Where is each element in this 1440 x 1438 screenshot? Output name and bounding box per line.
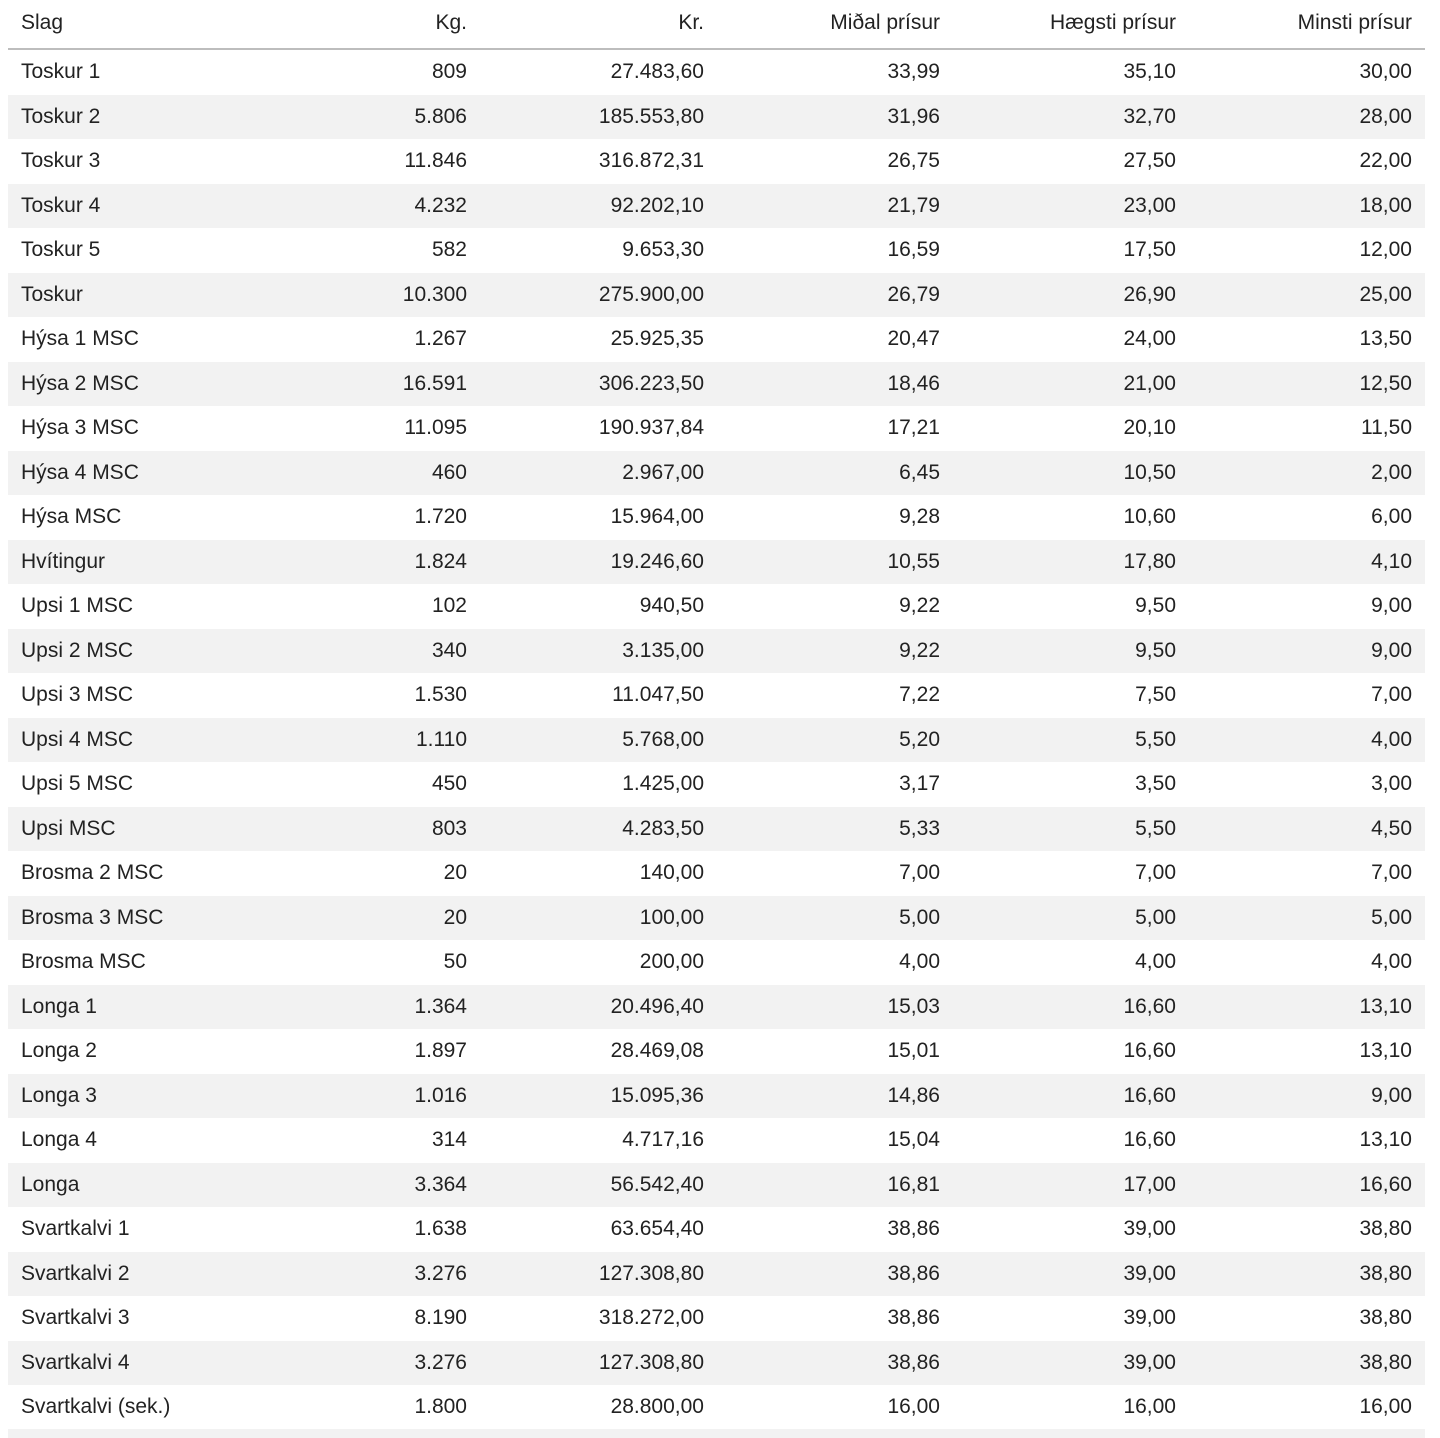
cell-highest-price: 7,00: [953, 851, 1189, 896]
table-row: [8, 1074, 1425, 1119]
cell-lowest-price: 3,00: [1189, 762, 1425, 807]
cell-lowest-price: 22,00: [1189, 139, 1425, 184]
cell-kr: 127.308,80: [480, 1252, 717, 1297]
table-row: [8, 362, 1425, 407]
cell-lowest-price: 25,00: [1189, 273, 1425, 318]
cell-kr: 9.653,30: [480, 228, 717, 273]
cell-kg: 10.300: [244, 273, 480, 318]
cell-kg: 50: [244, 940, 480, 985]
cell-highest-price: 5,00: [953, 896, 1189, 941]
cell-species: Upsi 3 MSC: [8, 673, 244, 718]
cell-kr: 100,00: [480, 896, 717, 941]
cell-kr: 3.135,00: [480, 629, 717, 674]
cell-highest-price: 10,60: [953, 495, 1189, 540]
cell-highest-price: 27,50: [953, 139, 1189, 184]
table-row: [8, 629, 1425, 674]
cell-highest-price: 16,00: [953, 1385, 1189, 1430]
table-row: [8, 807, 1425, 852]
column-header-average-price[interactable]: Miðal prísur: [717, 0, 953, 49]
cell-highest-price: 17,80: [953, 540, 1189, 585]
cell-kg: 1.530: [244, 673, 480, 718]
cell-average-price: 21,79: [717, 184, 953, 229]
cell-highest-price: 35,10: [953, 49, 1189, 95]
cell-kg: 1.110: [244, 718, 480, 763]
cell-highest-price: 39,00: [953, 1252, 1189, 1297]
cell-average-price: 38,86: [717, 1252, 953, 1297]
cell-species: Toskur 2: [8, 95, 244, 140]
cell-kg: 11.846: [244, 139, 480, 184]
cell-average-price: 10,55: [717, 540, 953, 585]
cell-lowest-price: 13,10: [1189, 1118, 1425, 1163]
table-row: [8, 940, 1425, 985]
cell-lowest-price: 4,00: [1189, 940, 1425, 985]
cell-kr: 63.654,40: [480, 1207, 717, 1252]
cell-lowest-price: 4,50: [1189, 807, 1425, 852]
table-row: [8, 1029, 1425, 1074]
cell-species: Longa 2: [8, 1029, 244, 1074]
cell-lowest-price: 13,10: [1189, 985, 1425, 1030]
cell-species: Upsi MSC: [8, 807, 244, 852]
cell-highest-price: 17,00: [953, 1163, 1189, 1208]
table-row: [8, 896, 1425, 941]
cell-kr: 316.872,31: [480, 139, 717, 184]
cell-kr: 56.542,40: [480, 1163, 717, 1208]
cell-species: Upsi 5 MSC: [8, 762, 244, 807]
cell-average-price: 3,17: [717, 762, 953, 807]
cell-kg: 5.806: [244, 95, 480, 140]
cell-highest-price: 23,00: [953, 184, 1189, 229]
table-row: [8, 1118, 1425, 1163]
cell-kr: 11.047,50: [480, 673, 717, 718]
cell-species: Toskur 4: [8, 184, 244, 229]
cell-kg: 1.720: [244, 495, 480, 540]
cell-lowest-price: 2,00: [1189, 451, 1425, 496]
cell-species: Toskur: [8, 273, 244, 318]
cell-average-price: 16,81: [717, 1163, 953, 1208]
cell-average-price: 31,96: [717, 95, 953, 140]
cell-highest-price: 39,00: [953, 1207, 1189, 1252]
cell-kg: 20: [244, 851, 480, 896]
table-row: [8, 985, 1425, 1030]
cell-highest-price: 32,70: [953, 95, 1189, 140]
cell-average-price: 16,59: [717, 228, 953, 273]
column-header-kr[interactable]: Kr.: [480, 0, 717, 49]
cell-kr: 15.964,00: [480, 495, 717, 540]
cell-kr: 15.095,36: [480, 1074, 717, 1119]
cell-lowest-price: 7,00: [1189, 851, 1425, 896]
cell-kg: 11.095: [244, 406, 480, 451]
cell-highest-price: 21,00: [953, 362, 1189, 407]
cell-kg: 803: [244, 807, 480, 852]
cell-kr: 185.553,80: [480, 95, 717, 140]
table-row: [8, 673, 1425, 718]
next-row-stripe: [8, 1429, 1425, 1438]
cell-kg: 3.276: [244, 1341, 480, 1386]
cell-highest-price: 39,00: [953, 1296, 1189, 1341]
cell-average-price: 38,86: [717, 1207, 953, 1252]
cell-average-price: 4,00: [717, 940, 953, 985]
cell-lowest-price: 38,80: [1189, 1252, 1425, 1297]
cell-average-price: 9,22: [717, 584, 953, 629]
cell-kr: 5.768,00: [480, 718, 717, 763]
cell-kg: 102: [244, 584, 480, 629]
cell-kg: 1.824: [244, 540, 480, 585]
price-table-container: [8, 0, 1425, 1430]
cell-average-price: 14,86: [717, 1074, 953, 1119]
cell-kr: 275.900,00: [480, 273, 717, 318]
cell-kr: 27.483,60: [480, 49, 717, 95]
cell-kg: 1.364: [244, 985, 480, 1030]
cell-lowest-price: 5,00: [1189, 896, 1425, 941]
cell-kg: 460: [244, 451, 480, 496]
cell-species: Upsi 1 MSC: [8, 584, 244, 629]
cell-kg: 1.800: [244, 1385, 480, 1430]
cell-average-price: 15,03: [717, 985, 953, 1030]
cell-highest-price: 24,00: [953, 317, 1189, 362]
cell-highest-price: 17,50: [953, 228, 1189, 273]
cell-lowest-price: 18,00: [1189, 184, 1425, 229]
cell-species: Hýsa 4 MSC: [8, 451, 244, 496]
cell-average-price: 5,00: [717, 896, 953, 941]
cell-species: Svartkalvi (sek.): [8, 1385, 244, 1430]
cell-highest-price: 10,50: [953, 451, 1189, 496]
cell-kg: 450: [244, 762, 480, 807]
table-row: [8, 718, 1425, 763]
table-row: [8, 95, 1425, 140]
cell-kr: 190.937,84: [480, 406, 717, 451]
cell-average-price: 26,75: [717, 139, 953, 184]
cell-highest-price: 7,50: [953, 673, 1189, 718]
cell-kr: 306.223,50: [480, 362, 717, 407]
table-row: [8, 451, 1425, 496]
cell-kg: 314: [244, 1118, 480, 1163]
cell-kr: 940,50: [480, 584, 717, 629]
table-row: [8, 49, 1425, 95]
cell-average-price: 18,46: [717, 362, 953, 407]
table-row: [8, 317, 1425, 362]
cell-average-price: 33,99: [717, 49, 953, 95]
cell-species: Longa 3: [8, 1074, 244, 1119]
table-row: [8, 1385, 1425, 1430]
cell-highest-price: 3,50: [953, 762, 1189, 807]
cell-highest-price: 26,90: [953, 273, 1189, 318]
cell-lowest-price: 9,00: [1189, 629, 1425, 674]
cell-species: Svartkalvi 2: [8, 1252, 244, 1297]
table-row: [8, 540, 1425, 585]
cell-highest-price: 39,00: [953, 1341, 1189, 1386]
cell-kr: 200,00: [480, 940, 717, 985]
cell-lowest-price: 38,80: [1189, 1341, 1425, 1386]
cell-kr: 92.202,10: [480, 184, 717, 229]
table-row: [8, 1296, 1425, 1341]
table-row: [8, 1163, 1425, 1208]
cell-kg: 20: [244, 896, 480, 941]
cell-kg: 16.591: [244, 362, 480, 407]
cell-kg: 3.276: [244, 1252, 480, 1297]
table-header-row: [8, 0, 1425, 49]
cell-kr: 127.308,80: [480, 1341, 717, 1386]
cell-average-price: 5,33: [717, 807, 953, 852]
cell-lowest-price: 38,80: [1189, 1207, 1425, 1252]
table-row: [8, 139, 1425, 184]
cell-kg: 340: [244, 629, 480, 674]
cell-kr: 4.717,16: [480, 1118, 717, 1163]
cell-kg: 1.016: [244, 1074, 480, 1119]
cell-species: Hvítingur: [8, 540, 244, 585]
cell-lowest-price: 4,10: [1189, 540, 1425, 585]
cell-kr: 318.272,00: [480, 1296, 717, 1341]
cell-lowest-price: 38,80: [1189, 1296, 1425, 1341]
table-row: [8, 228, 1425, 273]
cell-average-price: 6,45: [717, 451, 953, 496]
cell-average-price: 16,00: [717, 1385, 953, 1430]
cell-highest-price: 16,60: [953, 985, 1189, 1030]
cell-highest-price: 5,50: [953, 807, 1189, 852]
cell-kg: 4.232: [244, 184, 480, 229]
cell-highest-price: 9,50: [953, 629, 1189, 674]
cell-kr: 28.469,08: [480, 1029, 717, 1074]
table-row: [8, 406, 1425, 451]
cell-average-price: 38,86: [717, 1341, 953, 1386]
cell-highest-price: 16,60: [953, 1118, 1189, 1163]
cell-lowest-price: 9,00: [1189, 584, 1425, 629]
table-row: [8, 584, 1425, 629]
cell-species: Brosma 2 MSC: [8, 851, 244, 896]
price-table: [8, 0, 1425, 1430]
cell-species: Toskur 1: [8, 49, 244, 95]
cell-species: Hýsa 1 MSC: [8, 317, 244, 362]
cell-average-price: 26,79: [717, 273, 953, 318]
table-row: [8, 495, 1425, 540]
cell-species: Toskur 5: [8, 228, 244, 273]
cell-species: Svartkalvi 4: [8, 1341, 244, 1386]
cell-average-price: 5,20: [717, 718, 953, 763]
cell-average-price: 7,00: [717, 851, 953, 896]
cell-highest-price: 4,00: [953, 940, 1189, 985]
cell-species: Svartkalvi 3: [8, 1296, 244, 1341]
cell-kr: 20.496,40: [480, 985, 717, 1030]
cell-kr: 2.967,00: [480, 451, 717, 496]
cell-lowest-price: 30,00: [1189, 49, 1425, 95]
cell-lowest-price: 11,50: [1189, 406, 1425, 451]
cell-species: Upsi 2 MSC: [8, 629, 244, 674]
cell-average-price: 9,28: [717, 495, 953, 540]
cell-kg: 1.267: [244, 317, 480, 362]
cell-highest-price: 16,60: [953, 1029, 1189, 1074]
cell-kr: 25.925,35: [480, 317, 717, 362]
cell-kr: 140,00: [480, 851, 717, 896]
cell-species: Svartkalvi 1: [8, 1207, 244, 1252]
cell-average-price: 20,47: [717, 317, 953, 362]
cell-kr: 19.246,60: [480, 540, 717, 585]
cell-average-price: 7,22: [717, 673, 953, 718]
cell-species: Toskur 3: [8, 139, 244, 184]
column-header-kg[interactable]: Kg.: [244, 0, 480, 49]
cell-highest-price: 16,60: [953, 1074, 1189, 1119]
column-header-lowest-price[interactable]: Minsti prísur: [1189, 0, 1425, 49]
cell-highest-price: 5,50: [953, 718, 1189, 763]
column-header-highest-price[interactable]: Hægsti prísur: [953, 0, 1189, 49]
cell-kg: 8.190: [244, 1296, 480, 1341]
cell-lowest-price: 13,50: [1189, 317, 1425, 362]
cell-kr: 4.283,50: [480, 807, 717, 852]
cell-species: Brosma 3 MSC: [8, 896, 244, 941]
column-header-slag[interactable]: Slag: [8, 0, 244, 49]
cell-lowest-price: 12,00: [1189, 228, 1425, 273]
table-row: [8, 1341, 1425, 1386]
cell-kg: 809: [244, 49, 480, 95]
table-body: [8, 49, 1425, 1430]
cell-highest-price: 9,50: [953, 584, 1189, 629]
cell-kg: 1.897: [244, 1029, 480, 1074]
cell-average-price: 9,22: [717, 629, 953, 674]
cell-average-price: 15,04: [717, 1118, 953, 1163]
cell-species: Hýsa MSC: [8, 495, 244, 540]
cell-lowest-price: 16,00: [1189, 1385, 1425, 1430]
cell-highest-price: 20,10: [953, 406, 1189, 451]
cell-lowest-price: 7,00: [1189, 673, 1425, 718]
table-row: [8, 851, 1425, 896]
cell-species: Hýsa 2 MSC: [8, 362, 244, 407]
table-row: [8, 1252, 1425, 1297]
cell-species: Upsi 4 MSC: [8, 718, 244, 763]
cell-lowest-price: 13,10: [1189, 1029, 1425, 1074]
cell-lowest-price: 4,00: [1189, 718, 1425, 763]
cell-species: Longa: [8, 1163, 244, 1208]
cell-kr: 1.425,00: [480, 762, 717, 807]
cell-kr: 28.800,00: [480, 1385, 717, 1430]
cell-kg: 3.364: [244, 1163, 480, 1208]
cell-lowest-price: 16,60: [1189, 1163, 1425, 1208]
cell-lowest-price: 9,00: [1189, 1074, 1425, 1119]
table-row: [8, 273, 1425, 318]
cell-species: Hýsa 3 MSC: [8, 406, 244, 451]
cell-lowest-price: 6,00: [1189, 495, 1425, 540]
cell-average-price: 17,21: [717, 406, 953, 451]
cell-kg: 1.638: [244, 1207, 480, 1252]
cell-lowest-price: 28,00: [1189, 95, 1425, 140]
cell-average-price: 38,86: [717, 1296, 953, 1341]
cell-species: Brosma MSC: [8, 940, 244, 985]
cell-average-price: 15,01: [717, 1029, 953, 1074]
cell-species: Longa 1: [8, 985, 244, 1030]
table-row: [8, 762, 1425, 807]
cell-species: Longa 4: [8, 1118, 244, 1163]
cell-kg: 582: [244, 228, 480, 273]
table-row: [8, 184, 1425, 229]
cell-lowest-price: 12,50: [1189, 362, 1425, 407]
table-row: [8, 1207, 1425, 1252]
